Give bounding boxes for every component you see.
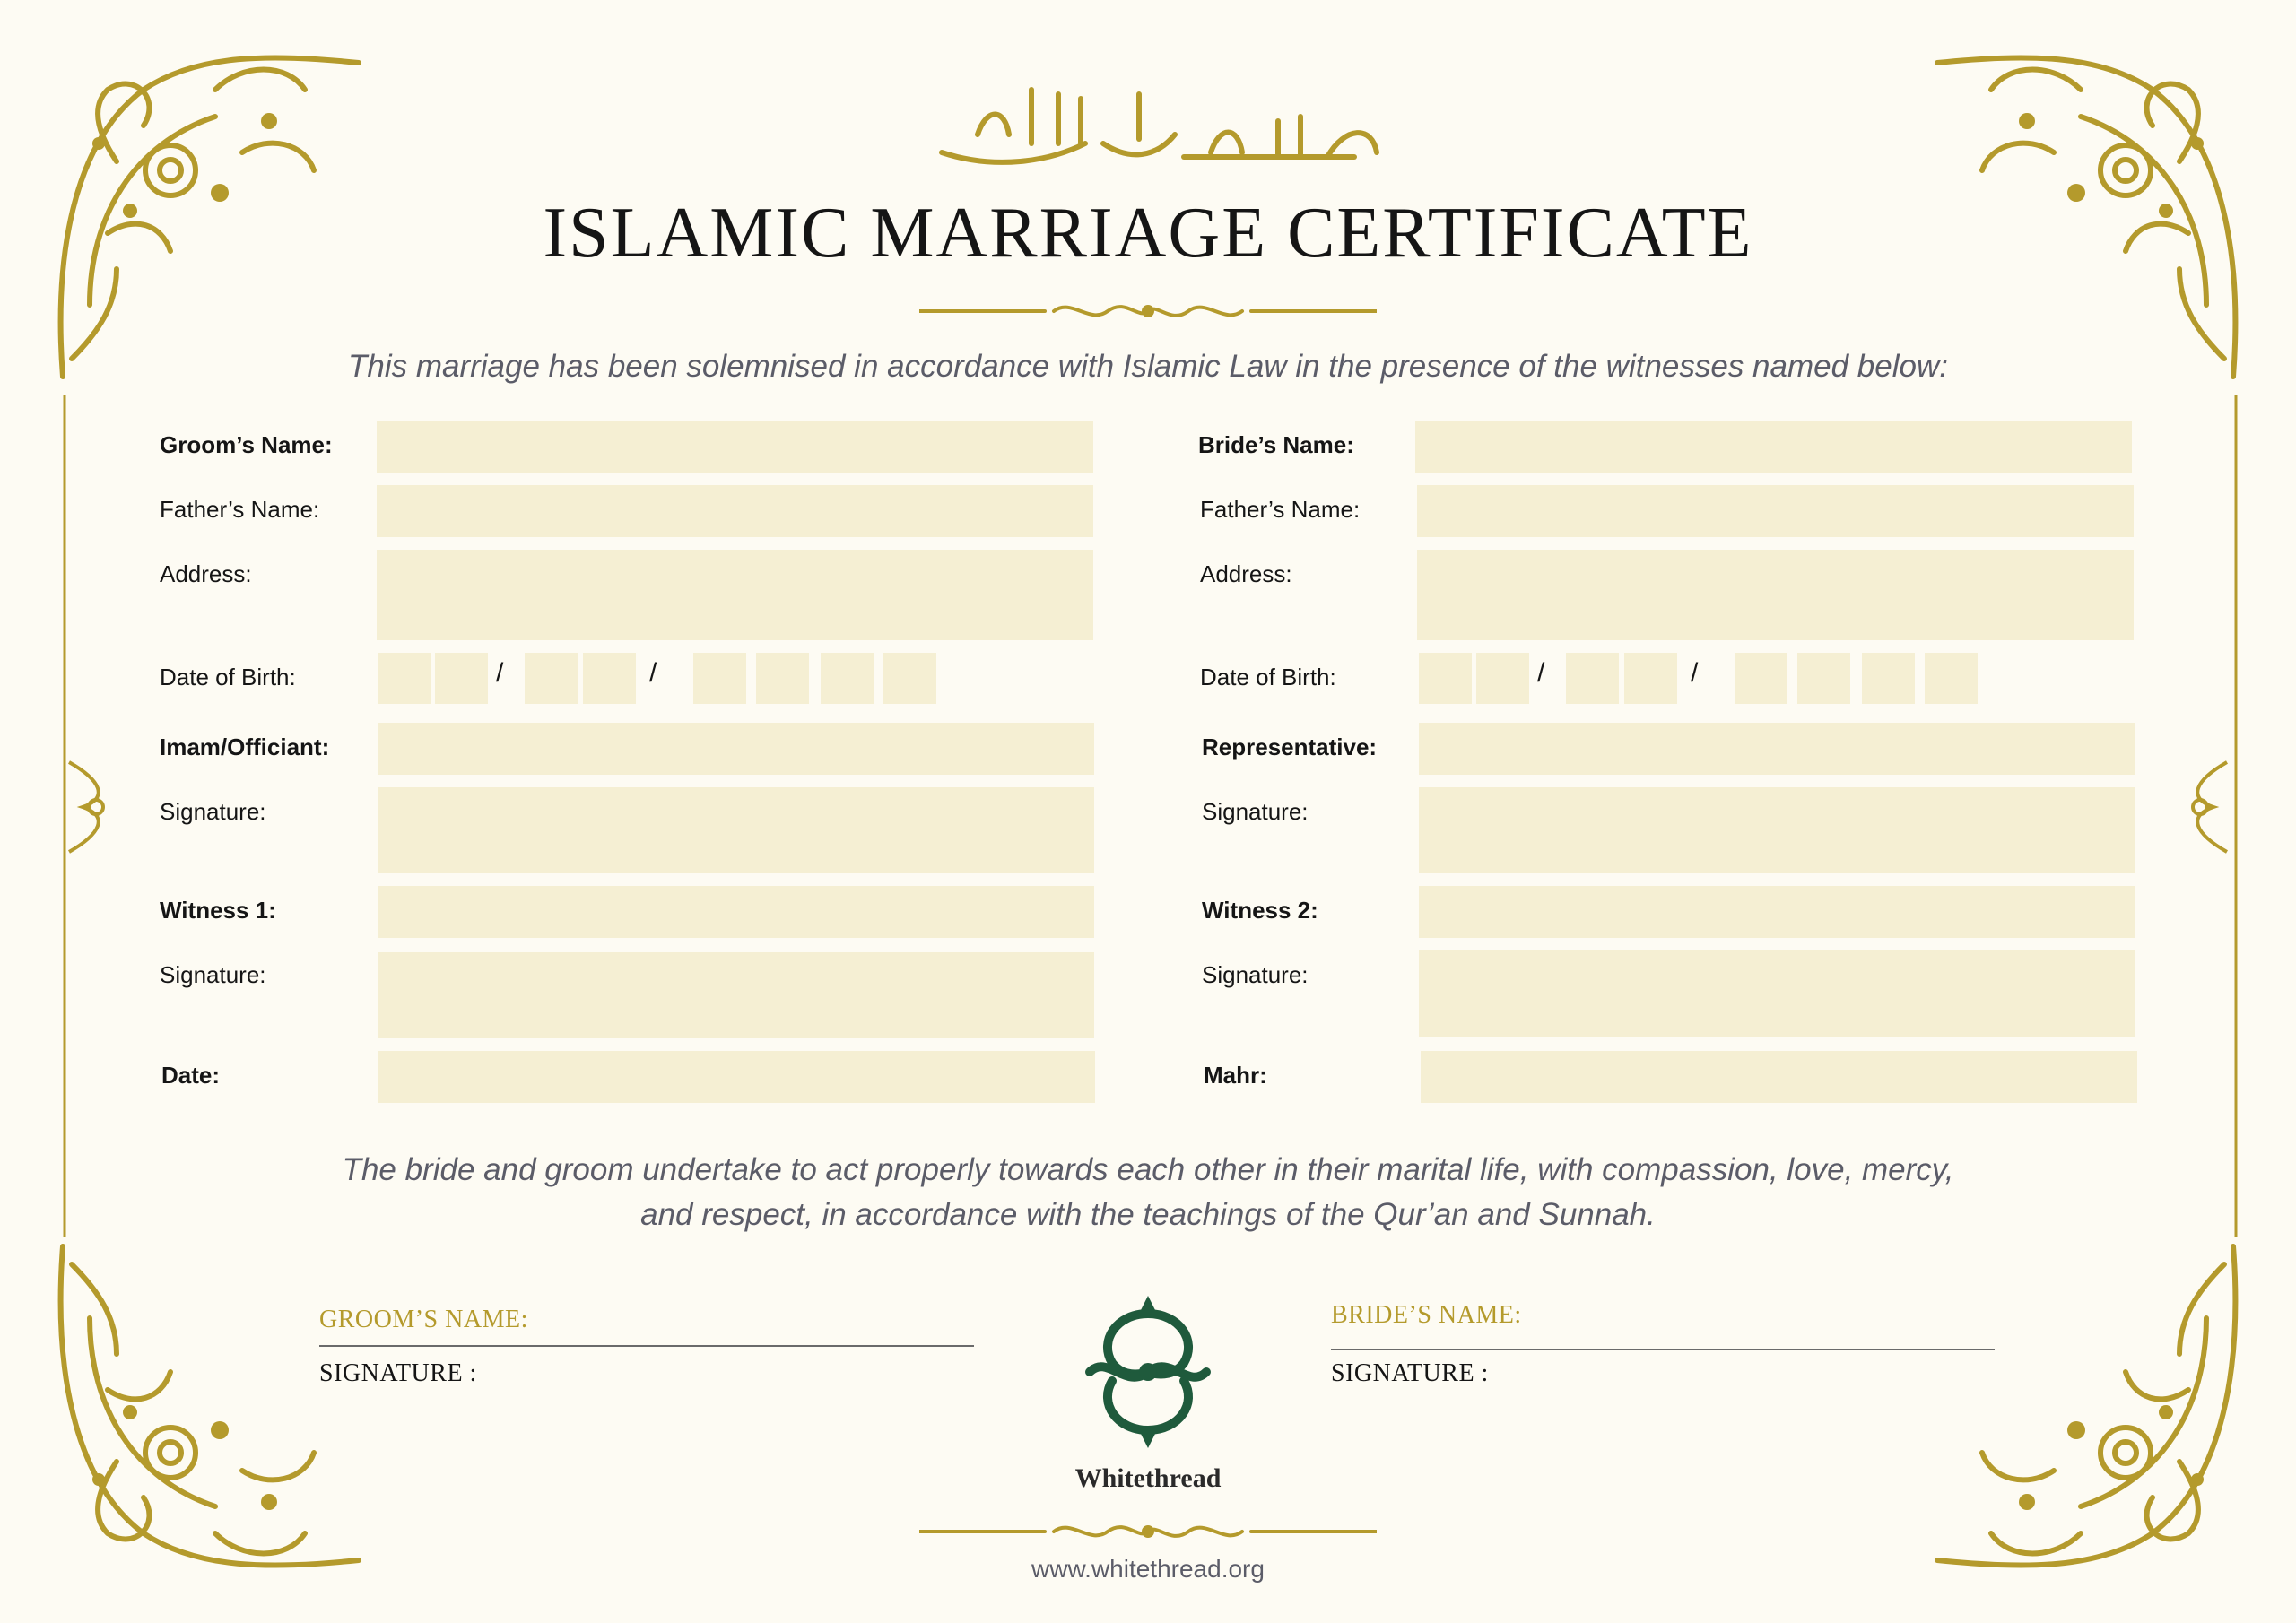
bride-signature-label: SIGNATURE : — [1331, 1359, 1489, 1387]
right-side-medallion — [2178, 753, 2231, 861]
groom-address-field[interactable] — [377, 550, 1093, 640]
witness1-field[interactable] — [378, 886, 1094, 938]
mahr-field[interactable] — [1421, 1051, 2137, 1103]
officiant-field[interactable] — [378, 723, 1094, 775]
groom-father-name-label: Father’s Name: — [160, 496, 320, 523]
groom-dob-month-1[interactable] — [525, 653, 578, 704]
intro-statement: This marriage has been solemnised in accordance with Islamic Law in the presence of the witnesses named below: — [348, 349, 1948, 384]
bride-signature-line[interactable] — [1331, 1349, 1995, 1350]
groom-signature-label: SIGNATURE : — [319, 1359, 477, 1387]
website-link[interactable]: www.whitethread.org — [1031, 1555, 1265, 1583]
date-label: Date: — [161, 1062, 221, 1089]
representative-field[interactable] — [1419, 723, 2135, 775]
groom-dob-year-1[interactable] — [693, 653, 746, 704]
bride-name-label: Bride’s Name: — [1198, 431, 1354, 458]
right-border-line — [2231, 395, 2240, 1237]
date-separator: / — [649, 658, 657, 688]
date-separator: / — [1537, 658, 1545, 688]
left-side-medallion — [65, 753, 118, 861]
witness2-field[interactable] — [1419, 886, 2135, 938]
representative-label: Representative: — [1202, 733, 1378, 760]
groom-dob-day-1[interactable] — [378, 653, 430, 704]
certificate-title: ISLAMIC MARRIAGE CERTIFICATE — [543, 194, 1753, 273]
bride-dob-year-1[interactable] — [1735, 653, 1787, 704]
footer-divider — [919, 1518, 1377, 1545]
officiant-label: Imam/Officiant: — [160, 733, 330, 760]
witness2-signature-label: Signature: — [1202, 961, 1309, 988]
representative-signature-label: Signature: — [1202, 798, 1309, 825]
corner-ornament-bottom-right — [1901, 1228, 2260, 1587]
bride-dob-year-3[interactable] — [1862, 653, 1915, 704]
bride-signature-heading: BRIDE’S NAME: — [1331, 1301, 1522, 1329]
groom-name-field[interactable] — [377, 421, 1093, 473]
bride-address-field[interactable] — [1417, 550, 2134, 640]
representative-signature-field[interactable] — [1419, 787, 2135, 873]
date-separator: / — [496, 658, 504, 688]
pledge-statement — [0, 1148, 2296, 1237]
groom-father-name-field[interactable] — [377, 485, 1093, 537]
mahr-label: Mahr: — [1204, 1062, 1267, 1089]
officiant-signature-field[interactable] — [378, 787, 1094, 873]
groom-address-label: Address: — [160, 560, 252, 587]
bride-dob-day-1[interactable] — [1419, 653, 1472, 704]
bride-dob-month-1[interactable] — [1566, 653, 1619, 704]
bride-dob-year-2[interactable] — [1797, 653, 1850, 704]
bride-name-field[interactable] — [1415, 421, 2132, 473]
witness2-label: Witness 2: — [1202, 897, 1318, 924]
groom-signature-line[interactable] — [319, 1345, 974, 1347]
groom-name-label: Groom’s Name: — [160, 431, 333, 458]
svg-text:بسم الله الرحمن الرحيم: بسم الله الرحمن الرحيم — [1157, 170, 1166, 171]
pledge-line-2: and respect, in accordance with the teachings of the Qur’an and Sunnah. — [640, 1197, 1656, 1232]
groom-dob-year-3[interactable] — [821, 653, 874, 704]
pledge-line-1: The bride and groom undertake to act properly towards each other in their marital life, with compassion, love, mercy, — [342, 1152, 1954, 1187]
groom-dob-year-4[interactable] — [883, 653, 936, 704]
corner-ornament-bottom-left — [36, 1228, 395, 1587]
bride-dob-year-4[interactable] — [1925, 653, 1978, 704]
groom-signature-heading: GROOM’S NAME: — [319, 1306, 528, 1333]
bride-dob-label: Date of Birth: — [1200, 664, 1336, 690]
witness1-signature-label: Signature: — [160, 961, 266, 988]
bride-dob-day-2[interactable] — [1476, 653, 1529, 704]
basmala-calligraphy — [924, 72, 1390, 179]
witness1-label: Witness 1: — [160, 897, 276, 924]
witness2-signature-field[interactable] — [1419, 950, 2135, 1037]
date-field[interactable] — [378, 1051, 1095, 1103]
brand-name: Whitethread — [1074, 1463, 1222, 1493]
bride-dob-month-2[interactable] — [1624, 653, 1677, 704]
groom-dob-year-2[interactable] — [756, 653, 809, 704]
whitethread-emblem-icon — [1081, 1291, 1215, 1453]
bride-father-name-label: Father’s Name: — [1200, 496, 1361, 523]
title-divider — [919, 298, 1377, 325]
groom-dob-month-2[interactable] — [583, 653, 636, 704]
bride-father-name-field[interactable] — [1417, 485, 2134, 537]
date-separator: / — [1691, 658, 1699, 688]
groom-dob-label: Date of Birth: — [160, 664, 296, 690]
witness1-signature-field[interactable] — [378, 952, 1094, 1038]
officiant-signature-label: Signature: — [160, 798, 266, 825]
groom-dob-day-2[interactable] — [435, 653, 488, 704]
bride-address-label: Address: — [1200, 560, 1292, 587]
